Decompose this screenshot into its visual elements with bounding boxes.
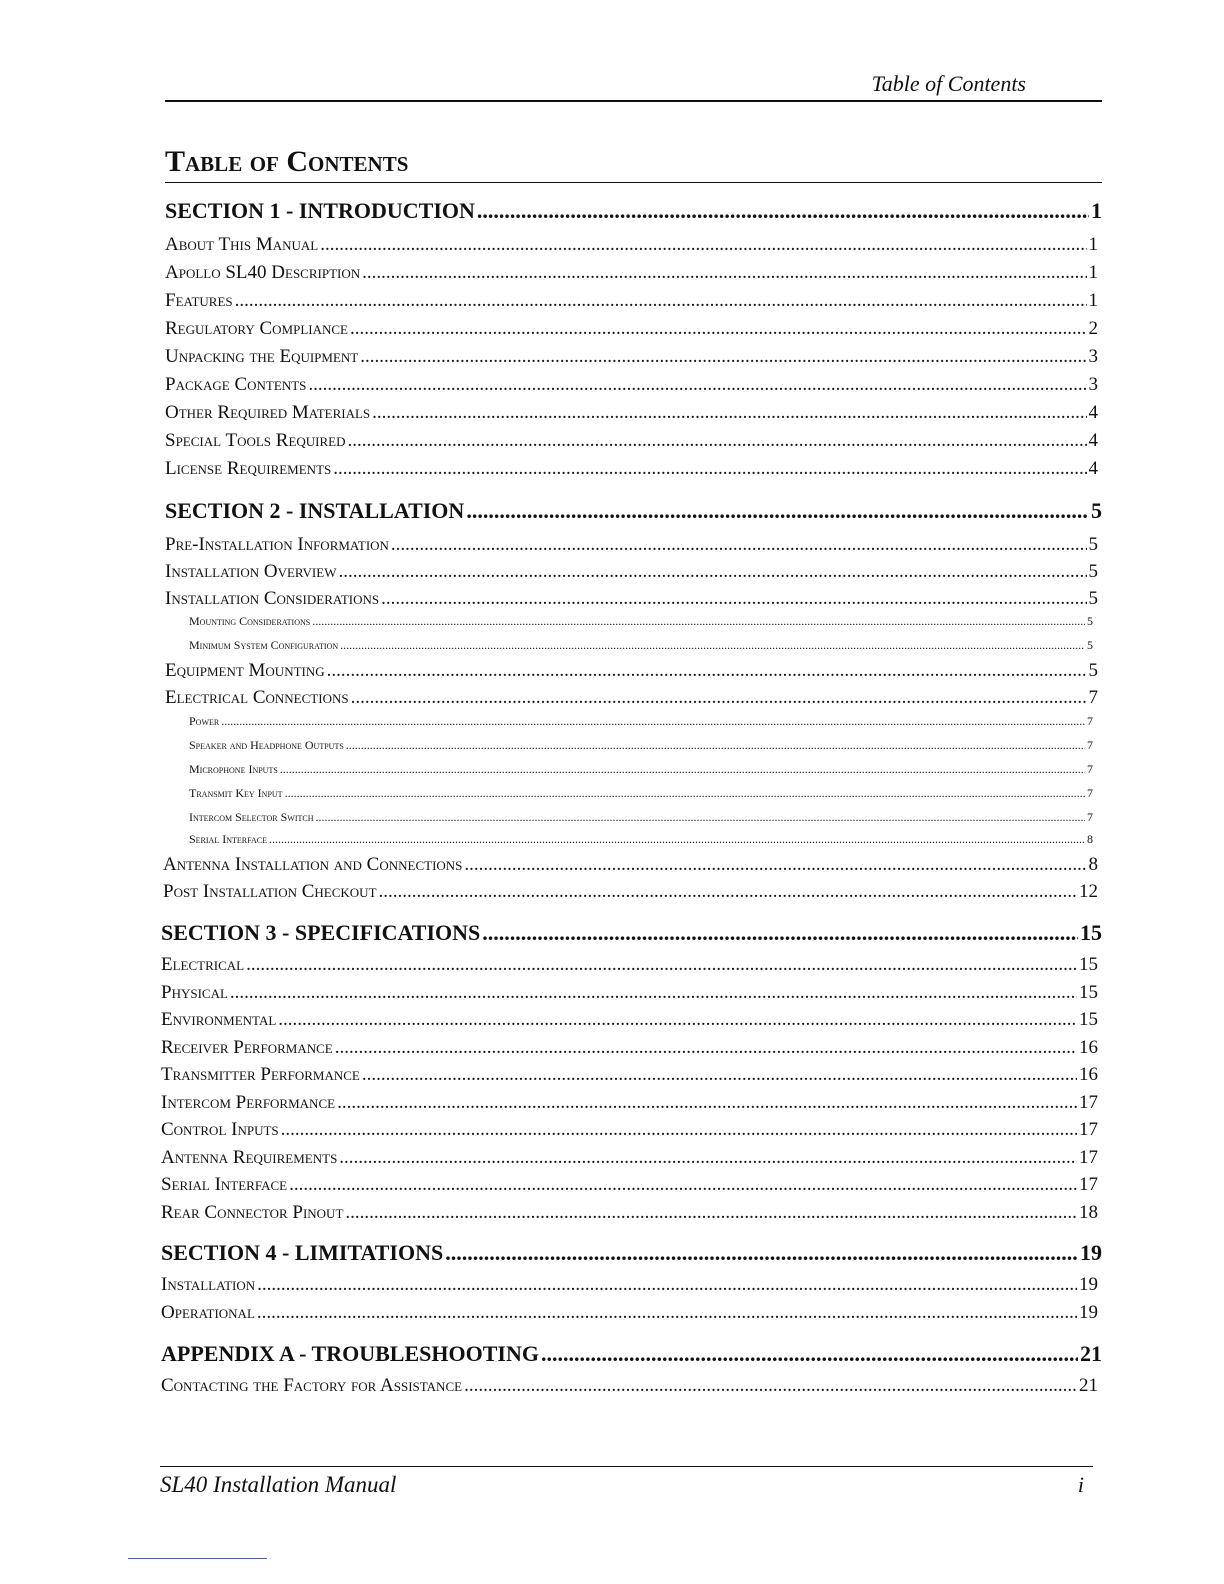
toc-entry-label: Intercom Selector Switch	[189, 810, 314, 824]
toc-entry-page: 2	[1088, 318, 1098, 339]
toc-entry-label: Unpacking the Equipment	[165, 346, 359, 367]
toc-entry-label: Equipment Mounting	[165, 660, 325, 681]
dot-leader	[235, 290, 1087, 312]
dot-leader	[221, 714, 1085, 729]
dot-leader	[464, 1375, 1077, 1397]
toc-entry-page: 7	[1087, 738, 1093, 752]
toc-entry[interactable]	[163, 854, 1098, 876]
dot-leader	[339, 1147, 1077, 1169]
dot-leader	[316, 810, 1085, 825]
dot-leader	[327, 660, 1087, 682]
toc-entry-page: 7	[1087, 786, 1093, 800]
toc-entry-page: 1	[1088, 290, 1098, 311]
toc-entry-page: 3	[1088, 374, 1098, 395]
toc-section-entry[interactable]	[161, 1240, 1102, 1266]
toc-entry[interactable]	[163, 881, 1098, 903]
dot-leader	[338, 561, 1086, 583]
toc-entry-label: Antenna Requirements	[161, 1147, 338, 1168]
toc-subentry[interactable]	[189, 786, 1093, 801]
toc-entry-page: 15	[1079, 982, 1098, 1003]
toc-entry-label: Post Installation Checkout	[163, 881, 377, 902]
toc-entry-label: About This Manual	[165, 234, 319, 255]
toc-entry-page: 17	[1079, 1174, 1098, 1195]
toc-entry-label: Contacting the Factory for Assistance	[161, 1375, 463, 1396]
toc-entry-page: 5	[1088, 588, 1098, 609]
dot-leader	[345, 1202, 1077, 1224]
toc-entry-label: Speaker and Headphone Outputs	[189, 738, 344, 752]
toc-entry-page: 8	[1087, 832, 1093, 846]
toc-entry-page: 19	[1079, 1302, 1098, 1323]
toc-entry-label: Installation	[161, 1274, 256, 1295]
toc-entry-label: SECTION 1 - INTRODUCTION	[165, 198, 475, 223]
toc-entry-label: Power	[189, 714, 220, 728]
toc-entry[interactable]	[165, 687, 1098, 709]
toc-entry[interactable]	[165, 458, 1098, 480]
footer-page-number: i	[1077, 1472, 1084, 1497]
dot-leader	[477, 198, 1089, 224]
dot-leader	[350, 318, 1087, 340]
toc-entry-label: Operational	[161, 1302, 255, 1323]
toc-entry[interactable]	[165, 430, 1098, 452]
toc-entry-label: Control Inputs	[161, 1119, 279, 1140]
toc-entry-page: 5	[1088, 660, 1098, 681]
toc-entry-label: Regulatory Compliance	[165, 318, 348, 339]
toc-entry-page: 19	[1080, 1240, 1102, 1265]
toc-entry-page: 4	[1088, 402, 1098, 423]
dot-leader	[257, 1302, 1077, 1324]
dot-leader	[381, 588, 1086, 610]
dot-leader	[541, 1341, 1078, 1367]
toc-subentry[interactable]	[189, 810, 1093, 825]
toc-section-entry[interactable]	[165, 198, 1102, 224]
toc-entry-page: 15	[1079, 1009, 1098, 1030]
toc-entry-page: 4	[1088, 458, 1098, 479]
toc-entry[interactable]	[165, 374, 1098, 396]
dot-leader	[391, 534, 1087, 556]
dot-leader	[348, 430, 1087, 452]
toc-entry[interactable]	[165, 262, 1098, 284]
toc-entry-label: Electrical	[161, 954, 245, 975]
toc-entry-page: 5	[1091, 498, 1102, 523]
toc-entry-page: 5	[1088, 534, 1098, 555]
toc-entry-label: Serial Interface	[189, 832, 267, 846]
dot-leader	[346, 738, 1085, 753]
toc-entry[interactable]	[161, 1064, 1098, 1086]
toc-entry-label: SECTION 2 - INSTALLATION	[165, 498, 465, 523]
running-header-title: Table of Contents	[871, 71, 1026, 96]
toc-entry-label: Environmental	[161, 1009, 277, 1030]
toc-entry[interactable]	[161, 1009, 1098, 1031]
toc-subentry[interactable]	[189, 762, 1093, 777]
toc-entry-label: Other Required Materials	[165, 402, 371, 423]
dot-leader	[333, 458, 1086, 480]
toc-entry-page: 7	[1087, 810, 1093, 824]
toc-section-entry[interactable]	[165, 498, 1102, 524]
toc-entry-page: 18	[1079, 1202, 1098, 1223]
toc-entry-label: Electrical Connections	[165, 687, 349, 708]
toc-entry-page: 5	[1087, 638, 1093, 652]
toc-entry[interactable]	[161, 1202, 1098, 1224]
dot-leader	[246, 954, 1077, 976]
toc-entry[interactable]	[165, 234, 1098, 256]
toc-subentry[interactable]	[189, 638, 1093, 653]
dot-leader	[362, 1064, 1077, 1086]
toc-entry[interactable]	[165, 588, 1098, 610]
page-title: Table of Contents	[165, 142, 1102, 183]
toc-entry-page: 3	[1088, 346, 1098, 367]
toc-entry-label: Antenna Installation and Connections	[163, 854, 463, 875]
dot-leader	[445, 1240, 1078, 1266]
toc-entry[interactable]	[161, 1274, 1098, 1296]
toc-entry-page: 8	[1088, 854, 1098, 875]
dot-leader	[340, 638, 1085, 653]
dot-leader	[230, 982, 1077, 1004]
dot-leader	[308, 374, 1086, 396]
toc-entry-label: License Requirements	[165, 458, 332, 479]
dot-leader	[280, 762, 1085, 777]
dot-leader	[360, 346, 1086, 368]
toc-subentry[interactable]	[189, 832, 1093, 847]
toc-entry-page: 16	[1079, 1037, 1098, 1058]
toc-entry-label: Transmit Key Input	[189, 786, 283, 800]
toc-entry-page: 19	[1079, 1274, 1098, 1295]
dot-leader	[362, 262, 1086, 284]
dot-leader	[269, 832, 1085, 847]
toc-entry-label: Receiver Performance	[161, 1037, 333, 1058]
dot-leader	[278, 1009, 1077, 1031]
toc-entry-page: 5	[1087, 614, 1093, 628]
toc-entry-label: Serial Interface	[161, 1174, 288, 1195]
toc-subentry[interactable]	[189, 614, 1093, 629]
toc-entry-page: 1	[1088, 262, 1098, 283]
dot-leader	[257, 1274, 1077, 1296]
toc-entry-label: Minimum System Configuration	[189, 638, 339, 652]
dot-leader	[351, 687, 1087, 709]
toc-entry-label: Intercom Performance	[161, 1092, 336, 1113]
toc-entry-page: 21	[1080, 1341, 1102, 1366]
toc-entry-page: 7	[1087, 762, 1093, 776]
toc-section-entry[interactable]	[161, 1341, 1102, 1367]
toc-entry[interactable]	[161, 1119, 1098, 1141]
toc-entry[interactable]	[161, 1302, 1098, 1324]
toc-entry[interactable]	[161, 1037, 1098, 1059]
toc-entry-page: 4	[1088, 430, 1098, 451]
toc-entry-label: Features	[165, 290, 233, 311]
toc-entry-label: Transmitter Performance	[161, 1064, 360, 1085]
dot-leader	[372, 402, 1086, 424]
toc-entry[interactable]	[161, 1147, 1098, 1169]
footer-rule	[160, 1466, 1093, 1467]
dot-leader	[285, 786, 1085, 801]
toc-entry-page: 21	[1079, 1375, 1098, 1396]
dot-leader	[482, 920, 1078, 946]
toc-entry[interactable]	[161, 982, 1098, 1004]
toc-entry-page: 17	[1079, 1119, 1098, 1140]
toc-entry[interactable]	[165, 402, 1098, 424]
toc-entry-label: Special Tools Required	[165, 430, 346, 451]
toc-entry-page: 7	[1088, 687, 1098, 708]
toc-entry-label: Pre-Installation Information	[165, 534, 389, 555]
dot-leader	[312, 614, 1085, 629]
toc-entry-page: 16	[1079, 1064, 1098, 1085]
toc-entry-page: 12	[1079, 881, 1098, 902]
link-underline	[128, 1558, 267, 1559]
dot-leader	[379, 881, 1077, 903]
toc-subentry[interactable]	[189, 714, 1093, 729]
toc-entry-label: Rear Connector Pinout	[161, 1202, 344, 1223]
dot-leader	[281, 1119, 1077, 1141]
toc-entry-label: SECTION 4 - LIMITATIONS	[161, 1240, 444, 1265]
toc-entry[interactable]	[165, 660, 1098, 682]
toc-entry[interactable]	[161, 1375, 1098, 1397]
toc-entry-label: Apollo SL40 Description	[165, 262, 361, 283]
toc-entry-page: 7	[1087, 714, 1093, 728]
dot-leader	[466, 498, 1089, 524]
toc-entry-label: Physical	[161, 982, 228, 1003]
toc-entry-label: APPENDIX A - TROUBLESHOOTING	[161, 1341, 539, 1366]
dot-leader	[335, 1037, 1077, 1059]
toc-entry[interactable]	[165, 318, 1098, 340]
toc-entry-page: 1	[1091, 198, 1102, 223]
toc-entry[interactable]	[161, 954, 1098, 976]
toc-entry-page: 5	[1088, 561, 1098, 582]
toc-entry-label: Installation Overview	[165, 561, 337, 582]
toc-entry[interactable]	[165, 290, 1098, 312]
toc-section-entry[interactable]	[161, 920, 1102, 946]
toc-entry-label: SECTION 3 - SPECIFICATIONS	[161, 920, 481, 945]
toc-entry-label: Microphone Inputs	[189, 762, 278, 776]
toc-entry-page: 1	[1088, 234, 1098, 255]
dot-leader	[289, 1174, 1077, 1196]
toc-entry[interactable]	[161, 1092, 1098, 1114]
toc-entry[interactable]	[165, 534, 1098, 556]
toc-entry-page: 15	[1079, 954, 1098, 975]
footer-manual-title: SL40 Installation Manual	[160, 1472, 397, 1497]
toc-entry[interactable]	[165, 561, 1098, 583]
toc-entry[interactable]	[161, 1174, 1098, 1196]
toc-subentry[interactable]	[189, 738, 1093, 753]
dot-leader	[464, 854, 1086, 876]
dot-leader	[320, 234, 1086, 256]
toc-entry[interactable]	[165, 346, 1098, 368]
toc-entry-label: Mounting Considerations	[189, 614, 311, 628]
toc-entry-page: 17	[1079, 1147, 1098, 1168]
toc-entry-page: 17	[1079, 1092, 1098, 1113]
toc-entry-label: Package Contents	[165, 374, 307, 395]
toc-entry-label: Installation Considerations	[165, 588, 380, 609]
toc-entry-page: 15	[1080, 920, 1102, 945]
dot-leader	[337, 1092, 1077, 1114]
